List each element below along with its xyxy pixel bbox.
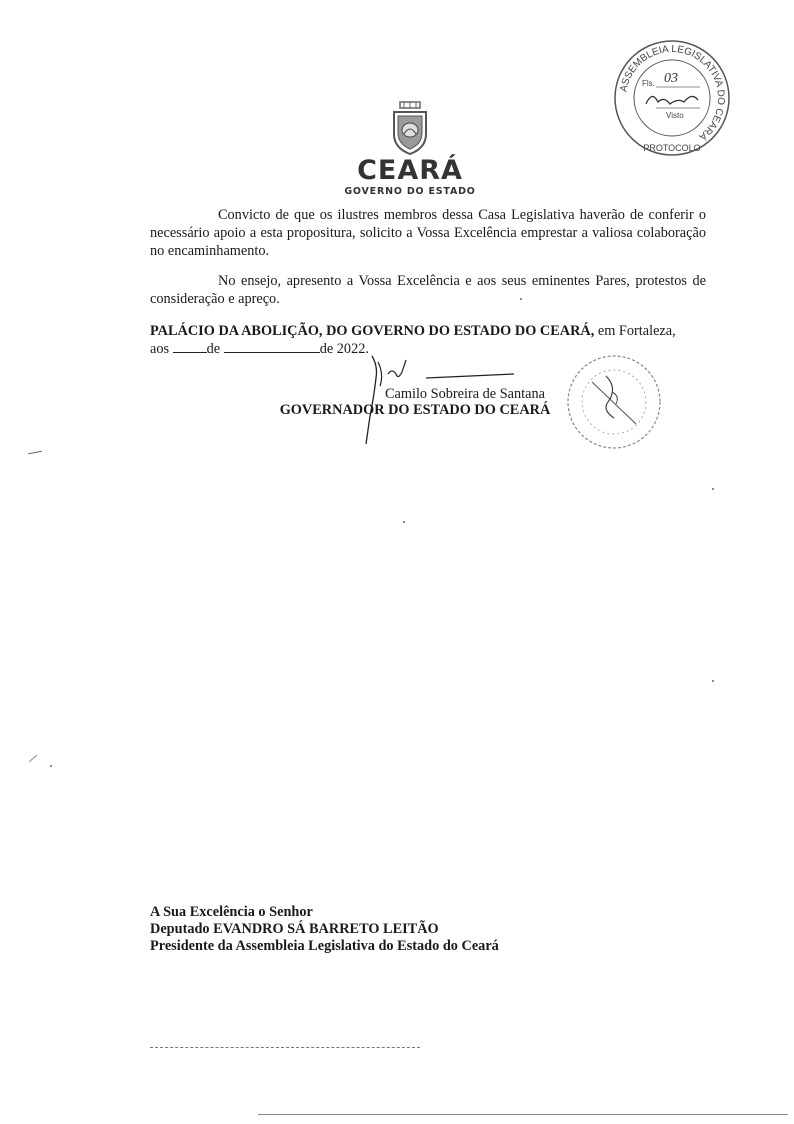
addressee-salutation: A Sua Excelência o Senhor <box>150 904 313 920</box>
scan-line-artifact-bottom <box>258 1114 788 1115</box>
scan-speck <box>50 765 52 767</box>
date-prefix: aos <box>150 341 170 357</box>
scan-speck <box>712 680 714 682</box>
place-city: em Fortaleza, <box>594 323 676 339</box>
paragraph-support: Convicto de que os ilustres membros dessa Casa Legislativa haverão de conferir o necessário apoio a esta propositura, solicito a Vossa Excelência emprestar a valiosa colaboração no encaminhamento. <box>150 207 706 259</box>
palace-name: PALÁCIO DA ABOLIÇÃO, DO GOVERNO DO ESTADO DO CEARÁ, <box>150 323 595 339</box>
official-seal-stamp <box>562 352 666 452</box>
signatory-title: GOVERNADOR DO ESTADO DO CEARÁ <box>279 402 551 418</box>
date-day-blank <box>173 340 207 353</box>
stamp-visto-label: Visto <box>666 111 684 120</box>
stamp-fls-value: 03 <box>664 71 678 86</box>
scan-speck <box>712 488 714 490</box>
government-logo <box>310 156 510 197</box>
coat-of-arms-icon <box>388 100 432 156</box>
signatory-name: Camilo Sobreira de Santana <box>384 386 545 402</box>
addressee-name: Deputado EVANDRO SÁ BARRETO LEITÃO <box>150 921 439 937</box>
scan-mark <box>29 755 37 762</box>
protocol-stamp <box>612 38 732 158</box>
brand-subtitle: GOVERNO DO ESTADO <box>344 186 476 197</box>
scan-speck <box>520 298 522 300</box>
date-month-blank <box>224 340 320 353</box>
scan-mark <box>28 451 42 454</box>
stamp-fls-label: Fls. <box>642 79 655 88</box>
addressee-block <box>150 904 499 955</box>
scan-speck <box>403 521 405 523</box>
stamp-ring-text: ASSEMBLEIA LEGISLATIVA DO CEARÁ <box>618 43 727 142</box>
brand-name: CEARÁ <box>357 155 463 186</box>
stamp-bottom-text: PROTOCOLO <box>643 143 701 153</box>
addressee-position: Presidente da Assembleia Legislativa do Estado do Ceará <box>150 938 499 954</box>
scan-line-artifact <box>150 1047 420 1048</box>
date-suffix: de 2022. <box>319 341 369 357</box>
paragraph-closing: No ensejo, apresento a Vossa Excelência e aos seus eminentes Pares, protestos de consideração e apreço. <box>150 273 706 307</box>
date-de: de <box>206 341 221 357</box>
